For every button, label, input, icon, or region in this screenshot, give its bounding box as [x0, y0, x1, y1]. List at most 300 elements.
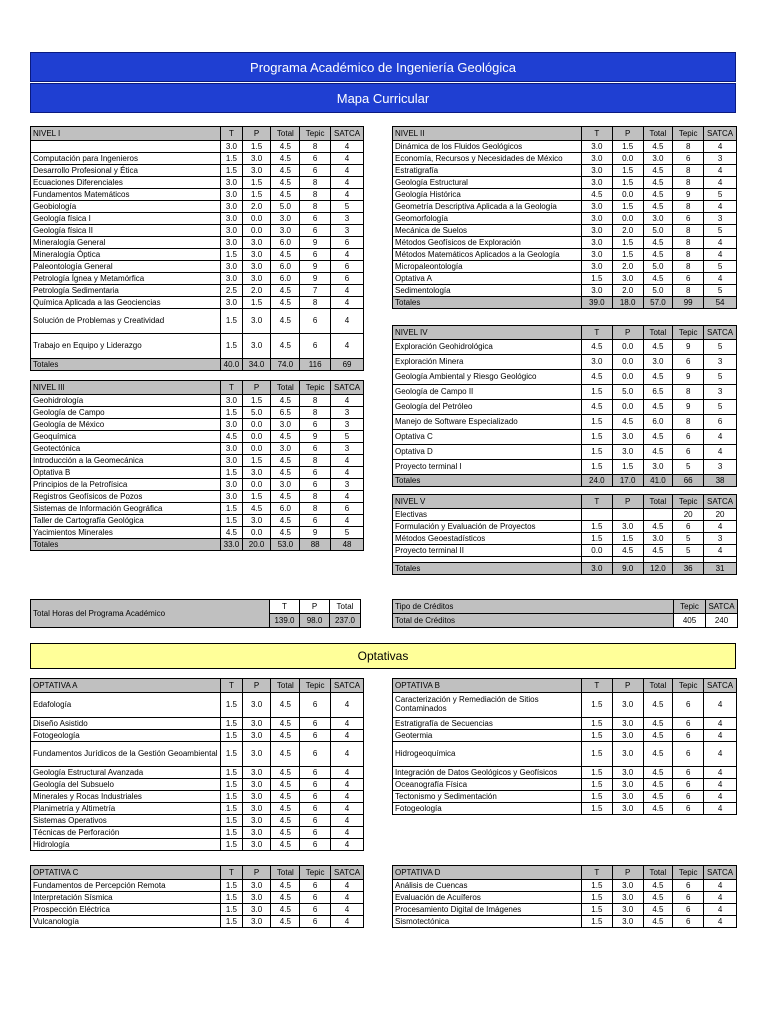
hours-total: 4.5 [643, 521, 673, 533]
col-satca: SATCA [706, 600, 738, 614]
table-row [31, 309, 364, 334]
subject-name: Tectonismo y Sedimentación [393, 791, 582, 803]
hours-total: 53.0 [271, 539, 300, 551]
credits-satca: 4 [704, 237, 737, 249]
subject-name: Geología del Petróleo [393, 400, 582, 415]
credits-tepic: 8 [673, 237, 704, 249]
credits-satca: 4 [331, 827, 364, 839]
credits-satca: 3 [331, 407, 364, 419]
credits-satca: 3 [331, 225, 364, 237]
table-title: NIVEL I [31, 127, 221, 141]
total-credits-satca: 240 [706, 614, 738, 628]
credits-tepic: 6 [673, 445, 704, 460]
subject-name: Análisis de Cuencas [393, 880, 582, 892]
col-t: T [270, 600, 300, 614]
credits-tepic: 6 [300, 791, 331, 803]
subject-name: Minerales y Rocas Industriales [31, 791, 221, 803]
hours-p: 3.0 [242, 467, 271, 479]
col-t: T [221, 127, 243, 141]
table-row [31, 803, 364, 815]
nivel-2-table [392, 126, 737, 309]
hours-t: 3.0 [221, 491, 243, 503]
credits-tepic: 9 [673, 340, 704, 355]
col-t: T [581, 495, 612, 509]
col-satca: SATCA [331, 381, 364, 395]
table-row [393, 521, 737, 533]
subject-name: Proyecto terminal II [393, 545, 582, 557]
hours-p: 3.0 [242, 803, 271, 815]
hours-t: 1.5 [581, 904, 612, 916]
credits-tepic: 6 [300, 515, 331, 527]
credits-tepic: 8 [300, 177, 331, 189]
table-row [393, 177, 737, 189]
table-row [31, 237, 364, 249]
hours-p: 1.5 [242, 141, 271, 153]
credits-tepic: 6 [673, 430, 704, 445]
credits-satca: 4 [704, 430, 737, 445]
hours-t: 3.0 [221, 237, 243, 249]
hours-total: 4.5 [643, 916, 673, 928]
hours-total: 4.5 [271, 693, 300, 718]
credits-satca: 4 [704, 803, 737, 815]
credits-tepic: 6 [300, 815, 331, 827]
subject-name: Exploración Geohidrológica [393, 340, 582, 355]
hours-p: 3.0 [612, 430, 643, 445]
table-row [393, 545, 737, 557]
hours-p: 3.0 [242, 309, 271, 334]
hours-total: 4.5 [271, 803, 300, 815]
hours-total: 3.0 [643, 460, 673, 475]
subject-name: Hidrología [31, 839, 221, 851]
credits-satca: 3 [704, 213, 737, 225]
credits-satca: 4 [704, 718, 737, 730]
subject-name: Registros Geofísicos de Pozos [31, 491, 221, 503]
hours-t: 3.0 [581, 249, 612, 261]
hours-t: 1.5 [221, 916, 243, 928]
credits-satca: 4 [331, 455, 364, 467]
totals-row [393, 563, 737, 575]
credits-satca: 4 [331, 334, 364, 359]
credits-tepic: 6 [300, 916, 331, 928]
hours-t: 3.0 [221, 201, 243, 213]
col-tepic: Tepic [673, 495, 704, 509]
credits-satca: 69 [331, 359, 364, 371]
hours-t: 3.0 [581, 285, 612, 297]
hours-p: 0.0 [612, 370, 643, 385]
table-row [393, 370, 737, 385]
hours-t: 1.5 [581, 460, 612, 475]
hours-total: 4.5 [643, 693, 673, 718]
hours-total: 4.5 [271, 904, 300, 916]
hours-p: 1.5 [612, 460, 643, 475]
table-row [31, 693, 364, 718]
table-row [393, 385, 737, 400]
hours-p: 3.0 [242, 791, 271, 803]
credits-tepic: 6 [300, 419, 331, 431]
credits-satca: 4 [331, 791, 364, 803]
hours-total: 5.0 [643, 225, 673, 237]
hours-t: 1.5 [581, 767, 612, 779]
optativa-d-table [392, 865, 737, 928]
hours-total: 4.5 [643, 237, 673, 249]
hours-total: 4.5 [271, 165, 300, 177]
credits-satca: 4 [331, 892, 364, 904]
credits-satca: 3 [704, 355, 737, 370]
credits-satca: 4 [331, 285, 364, 297]
credits-tepic: 6 [673, 791, 704, 803]
table-row [31, 503, 364, 515]
credits-satca: 6 [331, 237, 364, 249]
hours-total: 4.5 [643, 177, 673, 189]
table-row [31, 141, 364, 153]
credits-satca: 5 [704, 400, 737, 415]
hours-p: 3.0 [242, 779, 271, 791]
table-row [393, 153, 737, 165]
hours-total: 6.0 [271, 261, 300, 273]
totals-row [31, 539, 364, 551]
hours-p: 3.0 [612, 803, 643, 815]
hours-t: 3.0 [581, 563, 612, 575]
table-row [31, 261, 364, 273]
hours-t: 1.5 [581, 880, 612, 892]
credits-satca: 4 [704, 693, 737, 718]
hours-p: 3.0 [242, 767, 271, 779]
hours-t: 1.5 [221, 153, 243, 165]
col-satca: SATCA [704, 127, 737, 141]
hours-total: 5.0 [643, 261, 673, 273]
credits-tepic: 6 [300, 892, 331, 904]
col-p: P [242, 381, 271, 395]
hours-t: 3.0 [581, 237, 612, 249]
hours-t: 1.5 [581, 779, 612, 791]
hours-t: 4.5 [581, 340, 612, 355]
credits-satca: 4 [704, 916, 737, 928]
table-row [31, 153, 364, 165]
credit-type-label: Tipo de Créditos [393, 600, 674, 614]
col-tepic: Tepic [674, 600, 706, 614]
hours-total: 4.5 [643, 430, 673, 445]
credits-satca: 4 [331, 839, 364, 851]
hours-total: 6.0 [271, 237, 300, 249]
credits-satca: 5 [331, 431, 364, 443]
subject-name: Mecánica de Suelos [393, 225, 582, 237]
credits-tepic: 6 [300, 779, 331, 791]
subject-name: Geología física II [31, 225, 221, 237]
subject-name: Fundamentos Matemáticos [31, 189, 221, 201]
col-total: Total [643, 326, 673, 340]
hours-t: 3.0 [581, 153, 612, 165]
credits-satca: 6 [704, 415, 737, 430]
credits-satca: 4 [704, 201, 737, 213]
subject-name: Ecuaciones Diferenciales [31, 177, 221, 189]
col-t: T [581, 866, 612, 880]
table-row [31, 297, 364, 309]
credits-tepic: 8 [673, 165, 704, 177]
hours-total: 4.5 [643, 892, 673, 904]
hours-p: 3.0 [612, 791, 643, 803]
hours-total: 5.0 [271, 201, 300, 213]
total-hours-total: 237.0 [330, 614, 361, 628]
hours-total: 5.0 [643, 285, 673, 297]
hours-total: 4.5 [271, 334, 300, 359]
credits-tepic: 6 [300, 827, 331, 839]
hours-t: 3.0 [581, 225, 612, 237]
hours-t: 0.0 [581, 545, 612, 557]
table-row [393, 779, 737, 791]
credits-satca: 4 [331, 395, 364, 407]
credits-tepic: 6 [673, 153, 704, 165]
credits-tepic: 5 [673, 460, 704, 475]
col-tepic: Tepic [673, 679, 704, 693]
credits-tepic: 6 [673, 718, 704, 730]
table-row [31, 467, 364, 479]
hours-total: 3.0 [271, 225, 300, 237]
hours-p: 3.0 [242, 839, 271, 851]
nivel-4-table [392, 325, 737, 487]
credits-tepic: 6 [673, 880, 704, 892]
hours-p: 3.0 [242, 916, 271, 928]
hours-t: 3.0 [221, 213, 243, 225]
credits-tepic: 20 [673, 509, 704, 521]
hours-t: 1.5 [221, 904, 243, 916]
subject-name: Estratigrafía de Secuencias [393, 718, 582, 730]
hours-p: 3.0 [612, 916, 643, 928]
table-row [31, 213, 364, 225]
subject-name: Vulcanología [31, 916, 221, 928]
credits-satca: 20 [704, 509, 737, 521]
hours-total: 6.0 [271, 503, 300, 515]
hours-p: 1.5 [242, 189, 271, 201]
credits-table [392, 599, 738, 628]
table-row [31, 249, 364, 261]
hours-p: 3.0 [242, 815, 271, 827]
credits-satca: 6 [331, 503, 364, 515]
hours-p [612, 509, 643, 521]
hours-total: 4.5 [271, 153, 300, 165]
credits-tepic: 6 [300, 718, 331, 730]
subject-name: Diseño Asistido [31, 718, 221, 730]
credits-satca: 4 [331, 730, 364, 742]
hours-p: 4.5 [612, 545, 643, 557]
credits-tepic: 6 [300, 249, 331, 261]
credits-tepic: 9 [300, 261, 331, 273]
hours-t: 39.0 [581, 297, 612, 309]
total-hours-t: 139.0 [270, 614, 300, 628]
hours-total: 4.5 [271, 791, 300, 803]
subject-name: Geotermia [393, 730, 582, 742]
table-row [393, 430, 737, 445]
subject-name: Geotectónica [31, 443, 221, 455]
subject-name: Oceanografía Física [393, 779, 582, 791]
table-row [393, 742, 737, 767]
table-row [393, 533, 737, 545]
table-row [31, 273, 364, 285]
credits-satca: 4 [704, 249, 737, 261]
hours-p: 0.0 [612, 355, 643, 370]
credits-tepic: 8 [673, 225, 704, 237]
credits-satca: 4 [704, 273, 737, 285]
table-row [31, 285, 364, 297]
subject-name: Yacimientos Minerales [31, 527, 221, 539]
hours-p: 2.0 [612, 285, 643, 297]
hours-total: 4.5 [643, 904, 673, 916]
table-row [31, 742, 364, 767]
hours-t: 1.5 [581, 730, 612, 742]
credits-tepic: 6 [300, 693, 331, 718]
credits-tepic: 8 [300, 491, 331, 503]
credits-satca: 4 [331, 189, 364, 201]
credits-tepic: 6 [300, 767, 331, 779]
hours-total: 4.5 [643, 779, 673, 791]
credits-satca: 5 [331, 201, 364, 213]
table-title: NIVEL III [31, 381, 221, 395]
subject-name: Interpretación Sísmica [31, 892, 221, 904]
hours-total: 4.5 [271, 431, 300, 443]
col-total: Total [643, 679, 673, 693]
hours-t: 3.0 [221, 455, 243, 467]
hours-t: 1.5 [221, 880, 243, 892]
subject-name: Micropaleontología [393, 261, 582, 273]
subject-name: Métodos Geofísicos de Exploración [393, 237, 582, 249]
credits-satca: 4 [704, 767, 737, 779]
credits-tepic: 6 [300, 213, 331, 225]
hours-total: 4.5 [271, 527, 300, 539]
hours-p: 3.0 [612, 880, 643, 892]
credits-satca: 4 [331, 467, 364, 479]
subject-name: Petrología Ígnea y Metamórfica [31, 273, 221, 285]
table-row [393, 415, 737, 430]
col-tepic: Tepic [673, 866, 704, 880]
hours-total: 4.5 [643, 141, 673, 153]
subject-name: Métodos Geoestadísticos [393, 533, 582, 545]
table-row [393, 445, 737, 460]
col-satca: SATCA [331, 679, 364, 693]
hours-total [643, 509, 673, 521]
credits-satca: 54 [704, 297, 737, 309]
hours-t: 1.5 [221, 515, 243, 527]
credits-satca: 4 [331, 309, 364, 334]
hours-t: 3.0 [581, 165, 612, 177]
credits-satca: 4 [704, 177, 737, 189]
credits-satca: 6 [331, 261, 364, 273]
subject-name: Mineralogía General [31, 237, 221, 249]
col-p: P [242, 866, 271, 880]
subject-name: Exploración Minera [393, 355, 582, 370]
credits-satca: 4 [331, 718, 364, 730]
total-hours-label: Total Horas del Programa Académico [31, 600, 270, 628]
subject-name: Geología de Campo II [393, 385, 582, 400]
subject-name: Geología del Subsuelo [31, 779, 221, 791]
hours-p: 1.5 [242, 297, 271, 309]
hours-p: 3.0 [612, 718, 643, 730]
hours-t: 3.0 [581, 355, 612, 370]
hours-t: 1.5 [221, 742, 243, 767]
table-row [31, 443, 364, 455]
hours-p: 3.0 [242, 892, 271, 904]
subject-name: Mineralogía Óptica [31, 249, 221, 261]
credits-tepic: 8 [673, 261, 704, 273]
subject-name: Sismotectónica [393, 916, 582, 928]
credits-tepic: 9 [673, 400, 704, 415]
table-row [31, 479, 364, 491]
hours-total: 4.5 [271, 742, 300, 767]
col-p: P [612, 326, 643, 340]
hours-t: 1.5 [221, 767, 243, 779]
hours-p: 3.0 [242, 237, 271, 249]
col-total: Total [643, 127, 673, 141]
hours-t: 3.0 [221, 225, 243, 237]
totals-label: Totales [393, 297, 582, 309]
hours-t: 1.5 [581, 415, 612, 430]
nivel-1-table [30, 126, 364, 371]
hours-total: 3.0 [643, 153, 673, 165]
table-row [393, 916, 737, 928]
hours-t: 4.5 [581, 370, 612, 385]
hours-p: 1.5 [612, 165, 643, 177]
table-title: OPTATIVA A [31, 679, 221, 693]
hours-t: 3.0 [221, 395, 243, 407]
hours-t: 1.5 [221, 407, 243, 419]
table-row [393, 880, 737, 892]
col-tepic: Tepic [300, 127, 331, 141]
credits-satca: 4 [331, 141, 364, 153]
hours-total: 4.5 [271, 827, 300, 839]
col-p: P [242, 679, 271, 693]
hours-p: 1.5 [612, 177, 643, 189]
table-row [393, 693, 737, 718]
col-p: P [242, 127, 271, 141]
hours-p: 1.5 [612, 533, 643, 545]
subject-name: Planimetría y Altimetría [31, 803, 221, 815]
subject-name: Petrología Sedimentaria [31, 285, 221, 297]
col-p: P [300, 600, 330, 614]
hours-total: 4.5 [643, 880, 673, 892]
nivel-3-table [30, 380, 364, 551]
totals-row [393, 297, 737, 309]
credits-tepic: 6 [673, 213, 704, 225]
hours-t: 1.5 [581, 385, 612, 400]
hours-t: 3.0 [221, 443, 243, 455]
hours-total: 4.5 [271, 892, 300, 904]
hours-p: 0.0 [242, 419, 271, 431]
table-title: NIVEL V [393, 495, 582, 509]
hours-p: 1.5 [242, 455, 271, 467]
nivel-5-table [392, 494, 737, 575]
col-satca: SATCA [704, 866, 737, 880]
table-row [31, 201, 364, 213]
hours-t: 1.5 [221, 827, 243, 839]
credits-tepic: 9 [673, 189, 704, 201]
credits-satca: 3 [704, 533, 737, 545]
subject-name: Prospección Eléctrica [31, 904, 221, 916]
credits-tepic: 6 [300, 904, 331, 916]
col-p: P [612, 127, 643, 141]
table-row [393, 273, 737, 285]
hours-p: 3.0 [242, 273, 271, 285]
credits-satca: 4 [704, 892, 737, 904]
map-subtitle: Mapa Curricular [30, 83, 736, 113]
subject-name: Geobiología [31, 201, 221, 213]
subject-name: Evaluación de Acuíferos [393, 892, 582, 904]
subject-name: Economía, Recursos y Necesidades de México [393, 153, 582, 165]
optativas-header: Optativas [30, 643, 736, 669]
col-tepic: Tepic [673, 127, 704, 141]
credits-tepic: 8 [673, 249, 704, 261]
hours-t: 1.5 [221, 779, 243, 791]
credits-satca: 4 [704, 445, 737, 460]
hours-total: 4.5 [271, 189, 300, 201]
hours-t: 1.5 [581, 430, 612, 445]
